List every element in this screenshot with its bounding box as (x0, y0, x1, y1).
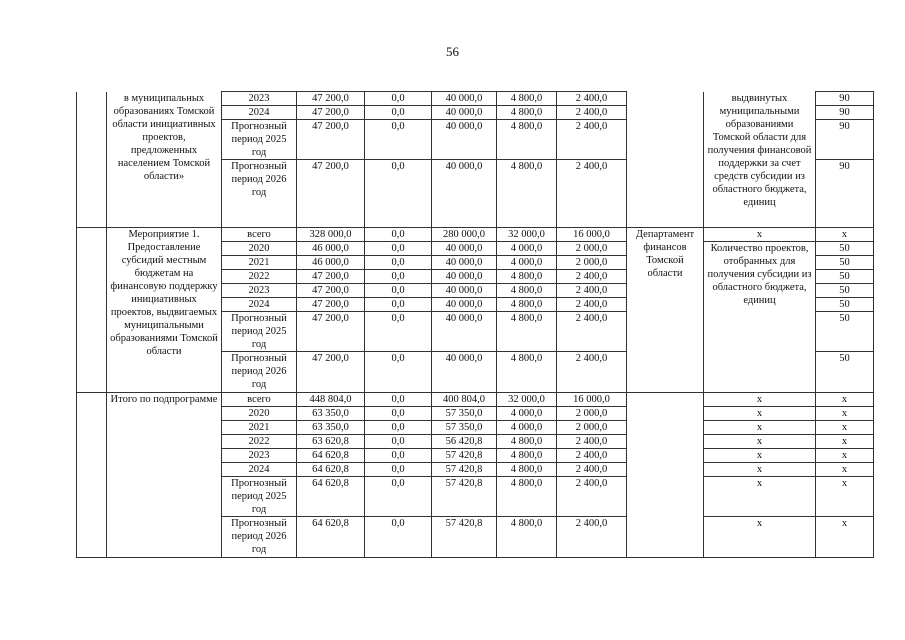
indicator-name-cell: х (704, 228, 816, 242)
other-cell: 16 000,0 (557, 393, 627, 407)
total-cell: 448 804,0 (297, 393, 365, 407)
period-cell: Прогнозный период 2026 год (222, 352, 297, 393)
local-cell: 4 800,0 (497, 106, 557, 120)
indicator-name-cell: выдвинутых муниципальными образованиями Томской области для получения финансовой поддержки за счет средств субсидии из областного бюджета, единиц (704, 92, 816, 228)
period-cell: всего (222, 393, 297, 407)
indicator-name-cell: х (704, 463, 816, 477)
local-cell: 4 800,0 (497, 312, 557, 352)
regional-cell: 40 000,0 (432, 284, 497, 298)
federal-cell: 0,0 (365, 284, 432, 298)
description-cell: в муниципальных образованиях Томской области инициативных проектов, предложенных населением Томской области» (107, 92, 222, 228)
local-cell: 4 800,0 (497, 463, 557, 477)
subprogram-table (76, 91, 874, 558)
indicator-name-cell: Количество проектов, отобранных для получения субсидии из областного бюджета, единиц (704, 242, 816, 393)
federal-cell: 0,0 (365, 352, 432, 393)
indicator-name-cell: х (704, 517, 816, 558)
total-cell: 47 200,0 (297, 298, 365, 312)
local-cell: 4 000,0 (497, 407, 557, 421)
federal-cell: 0,0 (365, 449, 432, 463)
regional-cell: 56 420,8 (432, 435, 497, 449)
federal-cell: 0,0 (365, 298, 432, 312)
other-cell: 16 000,0 (557, 228, 627, 242)
indicator-value-cell: х (816, 517, 874, 558)
other-cell: 2 000,0 (557, 242, 627, 256)
total-cell: 63 620,8 (297, 435, 365, 449)
federal-cell: 0,0 (365, 407, 432, 421)
period-cell: 2023 (222, 449, 297, 463)
indicator-value-cell: 50 (816, 284, 874, 298)
total-cell: 46 000,0 (297, 242, 365, 256)
regional-cell: 40 000,0 (432, 92, 497, 106)
period-cell: 2024 (222, 463, 297, 477)
period-cell: 2023 (222, 92, 297, 106)
regional-cell: 57 420,8 (432, 477, 497, 517)
local-cell: 4 800,0 (497, 284, 557, 298)
period-cell: 2024 (222, 298, 297, 312)
period-cell: 2020 (222, 242, 297, 256)
local-cell: 32 000,0 (497, 228, 557, 242)
total-cell: 64 620,8 (297, 477, 365, 517)
total-cell: 63 350,0 (297, 421, 365, 435)
regional-cell: 57 420,8 (432, 449, 497, 463)
page-number: 56 (446, 44, 459, 59)
table-row (77, 393, 874, 407)
federal-cell: 0,0 (365, 477, 432, 517)
other-cell: 2 400,0 (557, 352, 627, 393)
indicator-value-cell: 90 (816, 160, 874, 228)
regional-cell: 40 000,0 (432, 106, 497, 120)
other-cell: 2 000,0 (557, 421, 627, 435)
total-cell: 47 200,0 (297, 312, 365, 352)
total-cell: 47 200,0 (297, 352, 365, 393)
regional-cell: 280 000,0 (432, 228, 497, 242)
period-cell: Прогнозный период 2025 год (222, 477, 297, 517)
description-cell: Мероприятие 1. Предоставление субсидий местным бюджетам на финансовую поддержку инициативных проектов, выдвигаемых муниципальными образованиями Томской области (107, 228, 222, 393)
total-cell: 47 200,0 (297, 270, 365, 284)
indicator-value-cell: 50 (816, 312, 874, 352)
indicator-value-cell: х (816, 421, 874, 435)
total-cell: 64 620,8 (297, 517, 365, 558)
other-cell: 2 400,0 (557, 120, 627, 160)
federal-cell: 0,0 (365, 435, 432, 449)
indicator-value-cell: х (816, 463, 874, 477)
local-cell: 4 000,0 (497, 256, 557, 270)
indicator-name-cell: х (704, 435, 816, 449)
regional-cell: 40 000,0 (432, 120, 497, 160)
indicator-value-cell: 50 (816, 298, 874, 312)
table-row (77, 228, 874, 242)
total-cell: 47 200,0 (297, 92, 365, 106)
other-cell: 2 000,0 (557, 407, 627, 421)
number-cell (77, 393, 107, 558)
indicator-value-cell: 50 (816, 352, 874, 393)
regional-cell: 40 000,0 (432, 298, 497, 312)
local-cell: 4 800,0 (497, 435, 557, 449)
local-cell: 4 800,0 (497, 298, 557, 312)
executor-cell: Департамент финансов Томской области (627, 228, 704, 393)
indicator-name-cell: х (704, 421, 816, 435)
federal-cell: 0,0 (365, 120, 432, 160)
period-cell: 2024 (222, 106, 297, 120)
regional-cell: 40 000,0 (432, 352, 497, 393)
total-cell: 47 200,0 (297, 120, 365, 160)
indicator-value-cell: 90 (816, 120, 874, 160)
indicator-value-cell: х (816, 228, 874, 242)
indicator-name-cell: х (704, 449, 816, 463)
regional-cell: 40 000,0 (432, 160, 497, 228)
regional-cell: 57 420,8 (432, 463, 497, 477)
federal-cell: 0,0 (365, 270, 432, 284)
executor-cell (627, 393, 704, 558)
regional-cell: 400 804,0 (432, 393, 497, 407)
federal-cell: 0,0 (365, 256, 432, 270)
local-cell: 4 800,0 (497, 517, 557, 558)
other-cell: 2 400,0 (557, 312, 627, 352)
federal-cell: 0,0 (365, 517, 432, 558)
period-cell: 2021 (222, 421, 297, 435)
period-cell: 2022 (222, 270, 297, 284)
other-cell: 2 400,0 (557, 449, 627, 463)
indicator-value-cell: х (816, 407, 874, 421)
executor-cell (627, 92, 704, 228)
local-cell: 4 800,0 (497, 270, 557, 284)
indicator-value-cell: 90 (816, 92, 874, 106)
period-cell: Прогнозный период 2026 год (222, 160, 297, 228)
other-cell: 2 400,0 (557, 92, 627, 106)
indicator-value-cell: х (816, 449, 874, 463)
other-cell: 2 400,0 (557, 517, 627, 558)
local-cell: 4 800,0 (497, 160, 557, 228)
period-cell: 2021 (222, 256, 297, 270)
period-cell: 2023 (222, 284, 297, 298)
federal-cell: 0,0 (365, 463, 432, 477)
indicator-value-cell: х (816, 477, 874, 517)
local-cell: 4 000,0 (497, 242, 557, 256)
other-cell: 2 400,0 (557, 298, 627, 312)
local-cell: 4 800,0 (497, 352, 557, 393)
local-cell: 4 800,0 (497, 477, 557, 517)
total-cell: 47 200,0 (297, 160, 365, 228)
total-cell: 64 620,8 (297, 449, 365, 463)
indicator-value-cell: х (816, 393, 874, 407)
regional-cell: 40 000,0 (432, 242, 497, 256)
regional-cell: 57 350,0 (432, 421, 497, 435)
period-cell: 2020 (222, 407, 297, 421)
regional-cell: 40 000,0 (432, 270, 497, 284)
regional-cell: 57 420,8 (432, 517, 497, 558)
federal-cell: 0,0 (365, 160, 432, 228)
indicator-name-cell: х (704, 477, 816, 517)
federal-cell: 0,0 (365, 312, 432, 352)
indicator-value-cell: 50 (816, 256, 874, 270)
federal-cell: 0,0 (365, 106, 432, 120)
other-cell: 2 400,0 (557, 477, 627, 517)
other-cell: 2 400,0 (557, 435, 627, 449)
indicator-value-cell: 50 (816, 242, 874, 256)
local-cell: 4 000,0 (497, 421, 557, 435)
local-cell: 4 800,0 (497, 120, 557, 160)
indicator-value-cell: 50 (816, 270, 874, 284)
other-cell: 2 400,0 (557, 106, 627, 120)
total-cell: 63 350,0 (297, 407, 365, 421)
period-cell: Прогнозный период 2026 год (222, 517, 297, 558)
indicator-name-cell: х (704, 393, 816, 407)
other-cell: 2 000,0 (557, 256, 627, 270)
other-cell: 2 400,0 (557, 160, 627, 228)
federal-cell: 0,0 (365, 421, 432, 435)
indicator-name-cell: х (704, 407, 816, 421)
period-cell: Прогнозный период 2025 год (222, 312, 297, 352)
local-cell: 32 000,0 (497, 393, 557, 407)
federal-cell: 0,0 (365, 228, 432, 242)
federal-cell: 0,0 (365, 242, 432, 256)
total-cell: 47 200,0 (297, 284, 365, 298)
total-cell: 47 200,0 (297, 106, 365, 120)
indicator-value-cell: 90 (816, 106, 874, 120)
total-cell: 328 000,0 (297, 228, 365, 242)
regional-cell: 40 000,0 (432, 256, 497, 270)
indicator-value-cell: х (816, 435, 874, 449)
number-cell (77, 228, 107, 393)
table-row (77, 92, 874, 106)
period-cell: Прогнозный период 2025 год (222, 120, 297, 160)
federal-cell: 0,0 (365, 92, 432, 106)
period-cell: 2022 (222, 435, 297, 449)
local-cell: 4 800,0 (497, 92, 557, 106)
period-cell: всего (222, 228, 297, 242)
other-cell: 2 400,0 (557, 463, 627, 477)
description-cell: Итого по подпрограмме (107, 393, 222, 558)
number-cell (77, 92, 107, 228)
total-cell: 46 000,0 (297, 256, 365, 270)
other-cell: 2 400,0 (557, 270, 627, 284)
federal-cell: 0,0 (365, 393, 432, 407)
regional-cell: 40 000,0 (432, 312, 497, 352)
regional-cell: 57 350,0 (432, 407, 497, 421)
other-cell: 2 400,0 (557, 284, 627, 298)
local-cell: 4 800,0 (497, 449, 557, 463)
total-cell: 64 620,8 (297, 463, 365, 477)
